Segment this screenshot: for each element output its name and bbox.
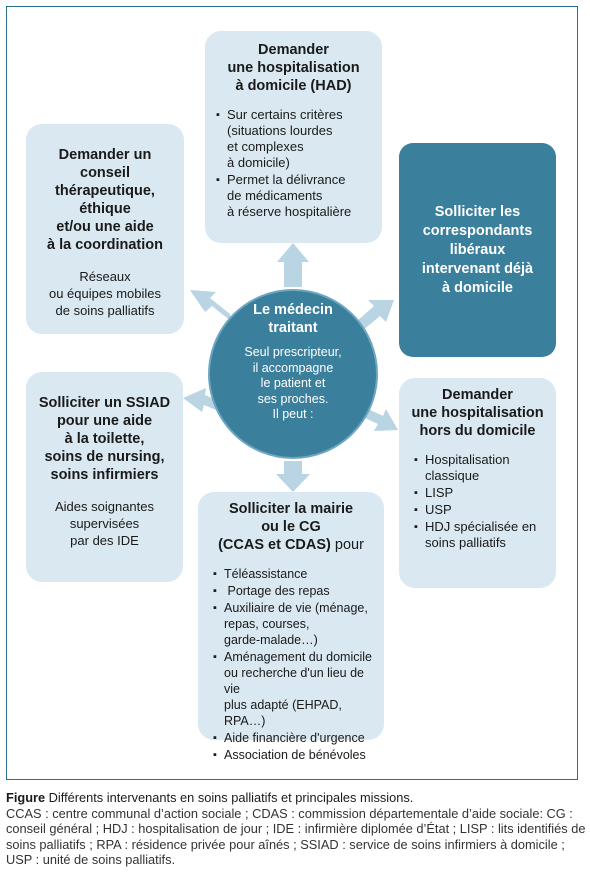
box-liberaux <box>399 143 556 357</box>
box-mairie <box>198 492 384 762</box>
list-item: ▪ Sur certains critères (situations lourdes et complexes à domicile) <box>227 107 372 171</box>
list-item: ▪ Hospitalisation classique <box>425 452 546 484</box>
list-item: ▪ Association de bénévoles <box>224 747 374 763</box>
box-ssiad <box>26 372 183 582</box>
box-had-title: Demander une hospitalisation à domicile (HAD) <box>227 42 360 94</box>
box-mairie-title <box>208 500 374 554</box>
figure-label: Figure <box>6 790 46 805</box>
box-ssiad-title: Solliciter un SSIAD pour une aide à la toilette, soins de nursing, soins infirmiers <box>38 395 171 483</box>
arrow-down <box>276 461 310 492</box>
list-item: ▪ USP <box>425 502 546 518</box>
list-item: ▪ Aide financière d'urgence <box>224 730 374 746</box>
center-text: Seul prescripteur, il accompagne le patient et ses proches. Il peut : <box>244 345 342 421</box>
box-mairie-list <box>208 566 374 763</box>
figure-title: Différents intervenants en soins palliatifs et principales missions. <box>48 790 414 805</box>
figure-legend: CCAS : centre communal d’action sociale ; CDAS : commission départementale d’aide sociale: CG : conseil général ; HDJ : hospitalisation de jour ; IDE : infirmière diplomée d’État ; LISP : lits identifiés de soins palliatifs ; RPA : résidence privée pour aînés ; SSIAD : service de soins infirmiers à domicile ; USP : unité de soins palliatifs. <box>6 805 586 868</box>
arrow-up <box>277 243 309 287</box>
figure-caption <box>6 790 586 868</box>
box-hors-list <box>409 452 546 551</box>
list-item: ▪ LISP <box>425 485 546 501</box>
list-item: ▪ Téléassistance <box>224 566 374 582</box>
box-conseil-title: Demander un conseil thérapeutique, éthique et/ou une aide à la coordination <box>46 147 163 253</box>
box-had <box>205 31 382 243</box>
box-mairie-title-main: Solliciter la mairie ou le CG (CCAS et CDAS) <box>218 501 354 553</box>
box-had-list <box>215 107 372 220</box>
list-item: ▪ HDJ spécialisée en soins palliatifs <box>425 519 546 551</box>
box-conseil-sub: Réseaux ou équipes mobiles de soins palliatifs <box>48 269 162 318</box>
list-item: ▪ Portage des repas <box>224 583 374 599</box>
list-item: ▪ Permet la délivrance de médicaments à réserve hospitalière <box>227 172 372 220</box>
center-title: Le médecin traitant <box>253 302 333 336</box>
box-hors <box>399 378 556 588</box>
list-item: ▪ Auxiliaire de vie (ménage, repas, courses, garde-malade…) <box>224 600 374 648</box>
box-mairie-title-suffix: pour <box>330 537 364 553</box>
box-hors-title: Demander une hospitalisation hors du domicile <box>411 387 544 439</box>
box-ssiad-sub: Aides soignantes supervisées par des IDE <box>54 499 154 548</box>
box-liberaux-title: Solliciter les correspondants libéraux intervenant déjà à domicile <box>421 203 534 296</box>
center-circle <box>208 289 378 459</box>
box-conseil <box>26 124 184 334</box>
list-item: ▪ Aménagement du domicile ou recherche d'un lieu de vie plus adapté (EHPAD, RPA…) <box>224 649 374 729</box>
